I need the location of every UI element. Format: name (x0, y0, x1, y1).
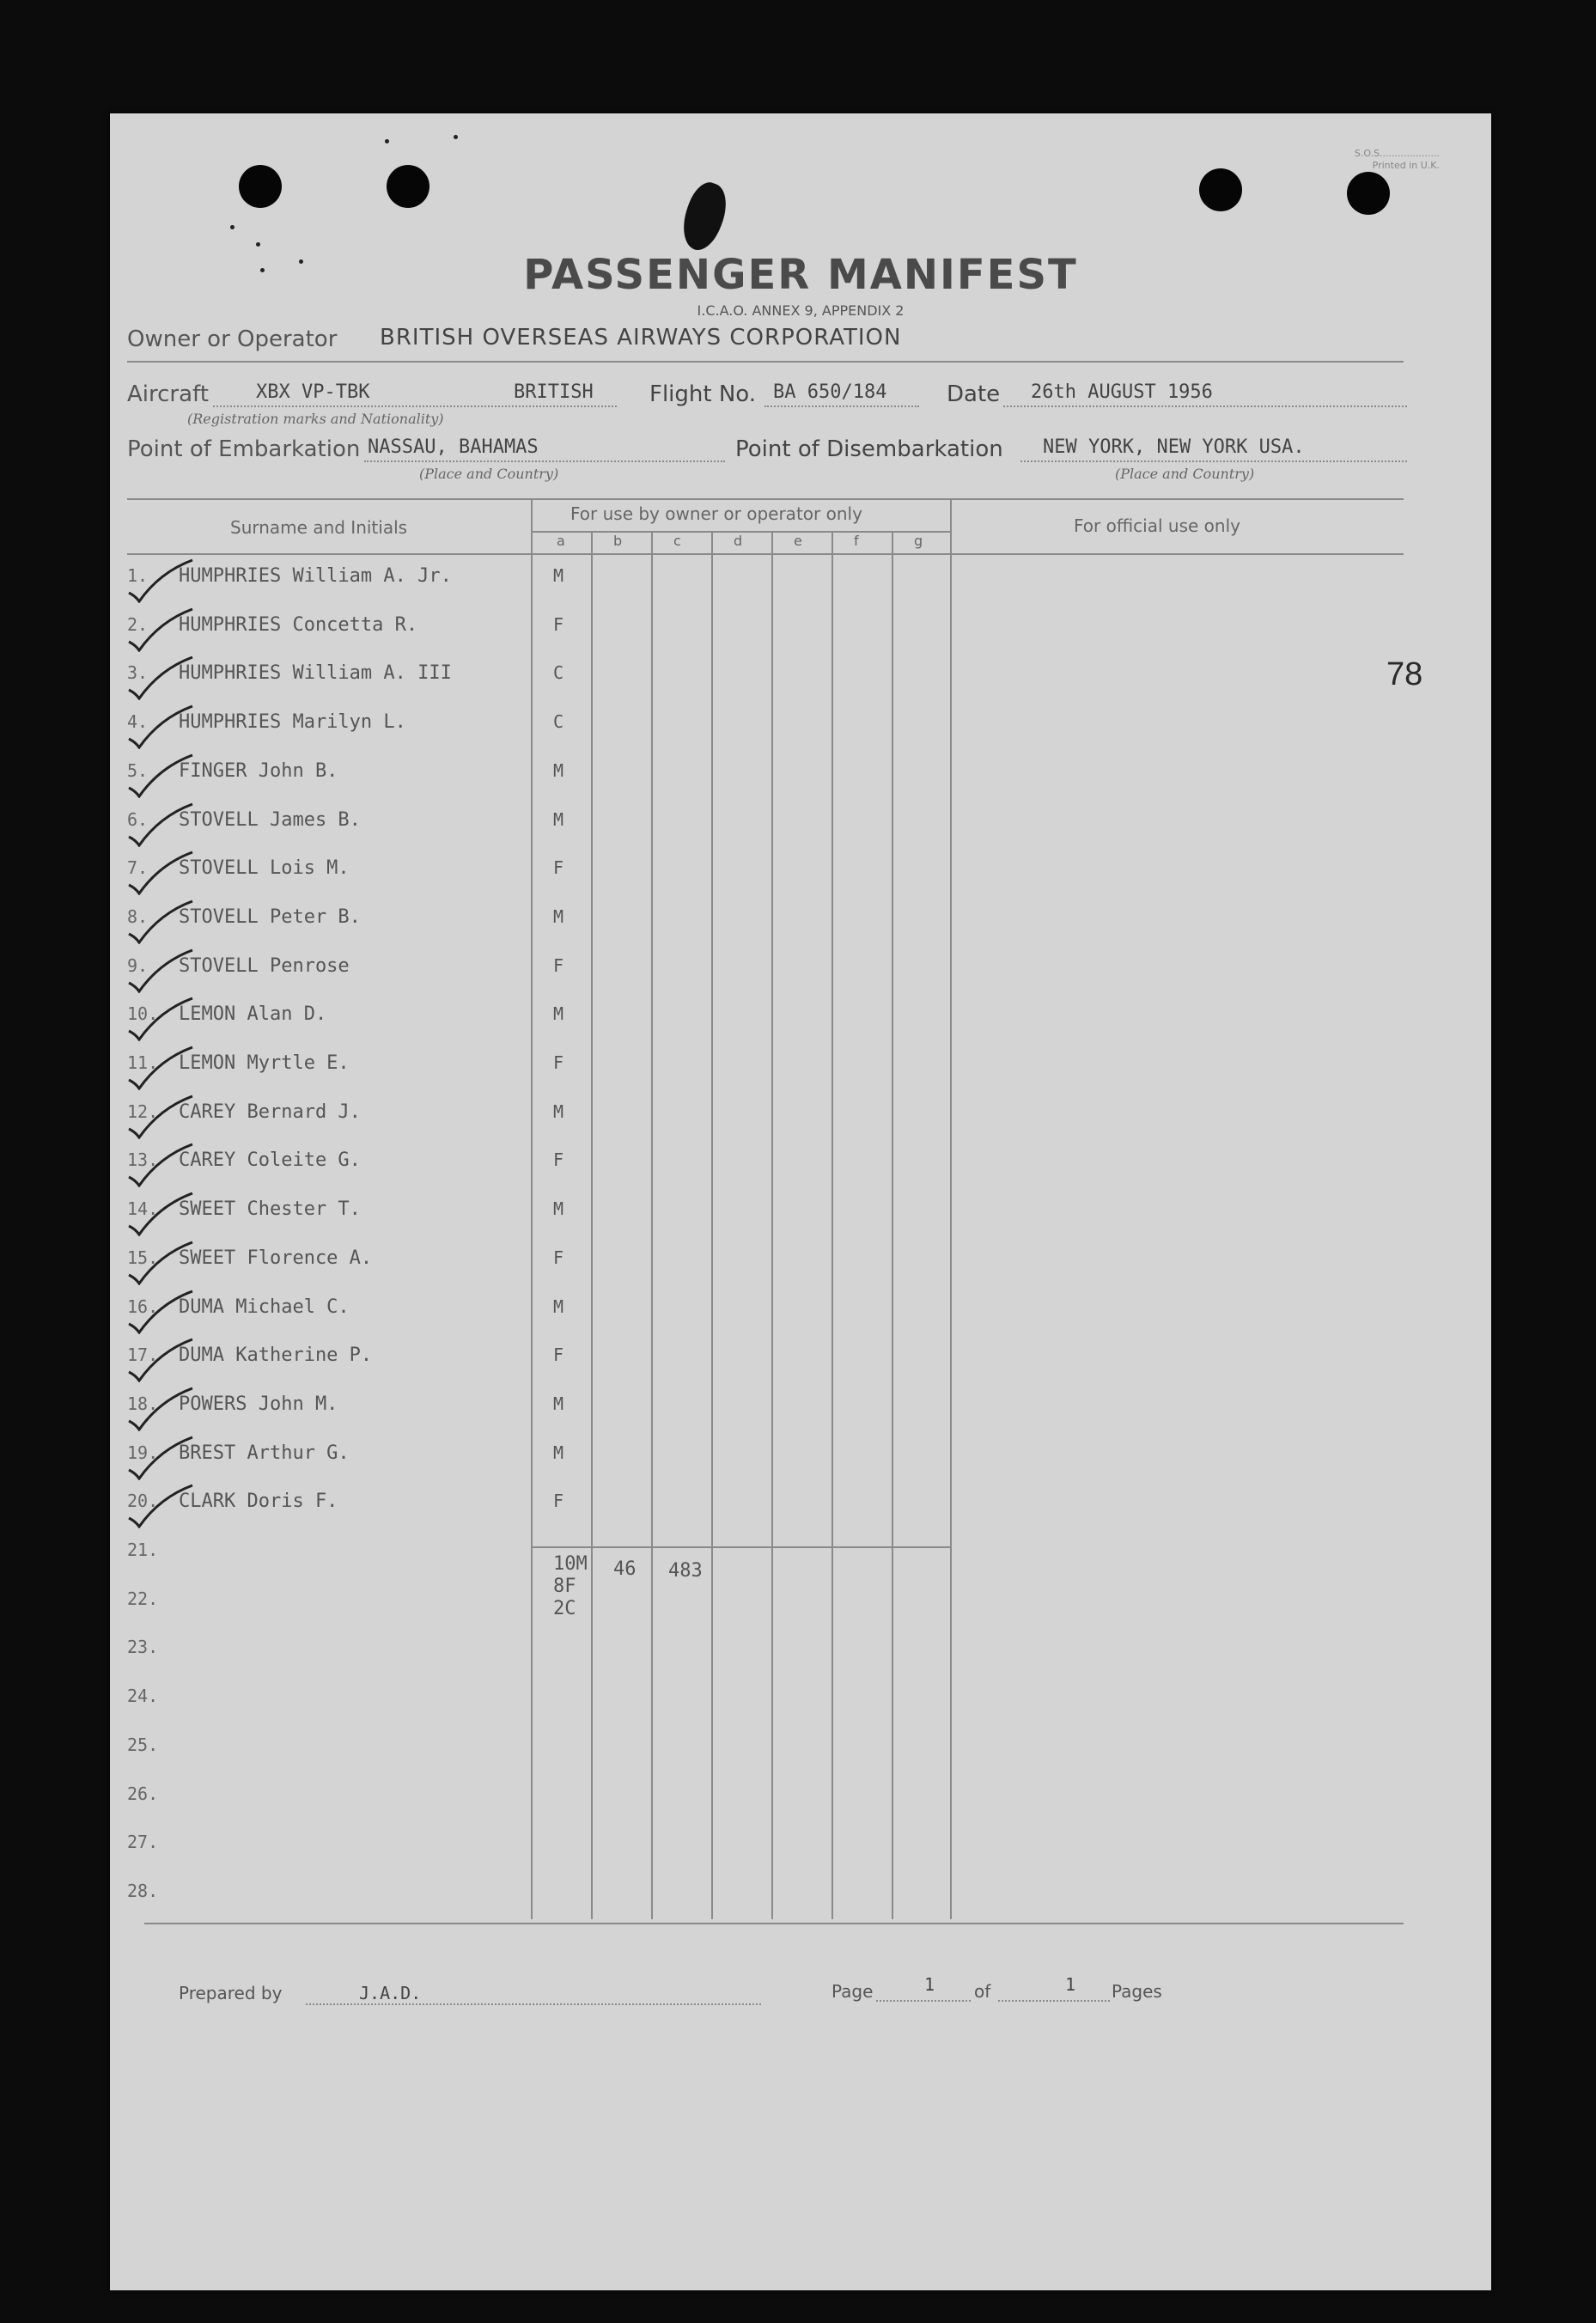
row-number: 25. (127, 1734, 159, 1755)
checkmark-icon (125, 1091, 194, 1139)
row-number: 17. (127, 1344, 159, 1366)
passenger-list (110, 555, 1491, 1921)
passenger-name: LEMON Alan D. (179, 1003, 327, 1026)
total-a-children: 2C (553, 1598, 576, 1619)
total-c: 483 (668, 1560, 703, 1582)
row-number: 6. (127, 808, 149, 830)
speck (454, 135, 458, 139)
table-row (110, 1091, 1491, 1141)
passenger-sex: M (553, 905, 564, 927)
page-label: Page (832, 1981, 874, 2002)
aircraft-underline (213, 405, 617, 407)
speck (230, 225, 235, 229)
checkmark-icon (125, 604, 194, 652)
checkmark-icon (125, 799, 194, 847)
checkmark-icon (125, 1383, 194, 1431)
passenger-name: STOVELL Lois M. (179, 857, 350, 880)
row-number: 27. (127, 1832, 159, 1853)
of-label: of (974, 1981, 991, 2002)
row-number: 14. (127, 1198, 159, 1220)
punch-hole (239, 165, 282, 208)
passenger-sex: F (553, 1052, 564, 1073)
aircraft-note: (Registration marks and Nationality) (187, 411, 444, 427)
manifest-sheet (110, 113, 1491, 2290)
table-row (110, 1480, 1491, 1530)
operator-label: Owner or Operator (127, 326, 338, 352)
row-number: 26. (127, 1783, 159, 1804)
passenger-name: CLARK Doris F. (179, 1491, 338, 1513)
row-number: 9. (127, 954, 149, 976)
checkmark-icon (125, 896, 194, 944)
passenger-name: STOVELL Penrose (179, 954, 350, 977)
row-number: 16. (127, 1296, 159, 1317)
operator-header: For use by owner or operator only (570, 503, 862, 524)
printer-imprint: S.O.S.................... Printed in U.K. (1354, 148, 1440, 171)
passenger-name: CAREY Bernard J. (179, 1101, 361, 1123)
passenger-sex: M (553, 1393, 564, 1414)
table-row (110, 604, 1491, 654)
checkmark-icon (125, 1042, 194, 1090)
col-d-header: d (734, 533, 743, 549)
passenger-sex: M (553, 1442, 564, 1463)
margin-number: 78 (1386, 656, 1423, 692)
passenger-name: DUMA Katherine P. (179, 1344, 373, 1367)
flight-label: Flight No. (649, 381, 757, 407)
checkmark-icon (125, 847, 194, 895)
row-number: 11. (127, 1052, 159, 1073)
embarkation-value: NASSAU, BAHAMAS (368, 436, 539, 458)
passenger-sex: F (553, 613, 564, 635)
row-number: 4. (127, 711, 149, 733)
passenger-sex: M (553, 1003, 564, 1025)
prepared-underline (306, 2003, 761, 2005)
passenger-name: HUMPHRIES William A. III (179, 662, 452, 685)
table-row (110, 1237, 1491, 1287)
col-b-header: b (613, 533, 623, 549)
table-bottom-rule (144, 1923, 1404, 1924)
speck (385, 139, 389, 143)
aircraft-label: Aircraft (127, 381, 209, 407)
row-number: 23. (127, 1637, 159, 1658)
passenger-name: HUMPHRIES Concetta R. (179, 613, 418, 636)
table-row (110, 555, 1491, 605)
table-row (110, 701, 1491, 751)
passenger-sex: M (553, 1198, 564, 1220)
row-number: 5. (127, 759, 149, 781)
row-number: 12. (127, 1101, 159, 1122)
table-row (110, 1821, 1491, 1871)
passenger-sex: M (553, 808, 564, 830)
row-number: 20. (127, 1491, 159, 1512)
total-a-male: 10M (553, 1553, 588, 1575)
punch-hole (387, 165, 429, 208)
aircraft-registration: XBX VP-TBK (256, 381, 370, 403)
table-row (110, 1432, 1491, 1482)
table-row (110, 750, 1491, 800)
row-number: 3. (127, 662, 149, 684)
passenger-name: SWEET Florence A. (179, 1247, 373, 1269)
punch-hole (1199, 168, 1242, 211)
pages-label: Pages (1112, 1981, 1162, 2002)
checkmark-icon (125, 1188, 194, 1236)
table-row (110, 799, 1491, 849)
passenger-sex: M (553, 565, 564, 586)
operator-value: BRITISH OVERSEAS AIRWAYS CORPORATION (380, 325, 902, 351)
row-number: 8. (127, 905, 149, 927)
row-number: 7. (127, 857, 149, 879)
disembarkation-underline (1020, 460, 1407, 462)
row-number: 18. (127, 1393, 159, 1414)
table-row (110, 1724, 1491, 1774)
passenger-name: DUMA Michael C. (179, 1296, 350, 1318)
page-underline (876, 2000, 971, 2002)
table-row (110, 1773, 1491, 1823)
checkmark-icon (125, 701, 194, 749)
table-row (110, 847, 1491, 897)
embarkation-label: Point of Embarkation (127, 436, 361, 462)
row-number: 10. (127, 1003, 159, 1025)
date-value: 26th AUGUST 1956 (1031, 381, 1213, 403)
checkmark-icon (125, 1286, 194, 1334)
row-number: 22. (127, 1588, 159, 1609)
speck (256, 242, 260, 247)
checkmark-icon (125, 1334, 194, 1382)
passenger-name: HUMPHRIES Marilyn L. (179, 711, 406, 734)
passenger-name: LEMON Myrtle E. (179, 1052, 350, 1074)
rule (127, 361, 1404, 363)
passenger-sex: C (553, 662, 564, 684)
checkmark-icon (125, 993, 194, 1041)
table-row (110, 896, 1491, 946)
passenger-name: BREST Arthur G. (179, 1442, 350, 1464)
checkmark-icon (125, 1432, 194, 1480)
col-c-header: c (673, 533, 681, 549)
col-g-header: g (914, 533, 923, 549)
table-row (110, 1286, 1491, 1336)
date-label: Date (947, 381, 1001, 407)
official-header: For official use only (1074, 515, 1240, 536)
pages-value: 1 (1065, 1974, 1076, 1995)
surname-header: Surname and Initials (230, 517, 408, 538)
page-value: 1 (924, 1974, 935, 1995)
checkmark-icon (125, 750, 194, 798)
table-row (110, 1042, 1491, 1092)
embarkation-note: (Place and Country) (419, 466, 559, 482)
passenger-name: POWERS John M. (179, 1393, 338, 1415)
passenger-sex: F (553, 1491, 564, 1512)
table-row (110, 1334, 1491, 1384)
row-number: 21. (127, 1540, 159, 1560)
table-row (110, 945, 1491, 995)
passenger-sex: M (553, 1101, 564, 1122)
flight-value: BA 650/184 (773, 381, 887, 403)
page-subtitle: I.C.A.O. ANNEX 9, APPENDIX 2 (697, 302, 905, 319)
passenger-sex: F (553, 857, 564, 879)
passenger-name: FINGER John B. (179, 759, 338, 782)
page-title: PASSENGER MANIFEST (523, 251, 1078, 299)
embarkation-underline (364, 460, 725, 462)
checkmark-icon (125, 1237, 194, 1285)
checkmark-icon (125, 555, 194, 603)
aircraft-nationality: BRITISH (514, 381, 594, 403)
ink-smudge (675, 178, 734, 255)
passenger-name: SWEET Chester T. (179, 1198, 361, 1221)
prepared-by-value: J.A.D. (359, 1983, 422, 2003)
table-top-rule (127, 498, 1404, 500)
total-b: 46 (613, 1558, 637, 1580)
passenger-sex: F (553, 1344, 564, 1366)
passenger-name: HUMPHRIES William A. Jr. (179, 565, 452, 587)
row-number: 2. (127, 613, 149, 635)
passenger-sex: F (553, 954, 564, 976)
flight-underline (764, 405, 919, 407)
row-number: 15. (127, 1247, 159, 1268)
passenger-sex: F (553, 1149, 564, 1171)
table-row (110, 1675, 1491, 1725)
disembarkation-label: Point of Disembarkation (735, 436, 1003, 462)
row-number: 24. (127, 1686, 159, 1707)
checkmark-icon (125, 1480, 194, 1528)
punch-hole (1347, 172, 1390, 215)
passenger-name: STOVELL Peter B. (179, 905, 361, 928)
passenger-sex: C (553, 711, 564, 733)
checkmark-icon (125, 945, 194, 993)
table-row (110, 1139, 1491, 1189)
checkmark-icon (125, 652, 194, 700)
passenger-name: STOVELL James B. (179, 808, 361, 831)
table-row (110, 652, 1491, 702)
col-e-header: e (794, 533, 802, 549)
table-row (110, 1188, 1491, 1238)
col-a-header: a (557, 533, 565, 549)
pages-underline (998, 2000, 1110, 2002)
passenger-name: CAREY Coleite G. (179, 1149, 361, 1172)
total-a-female: 8F (553, 1576, 576, 1597)
checkmark-icon (125, 1139, 194, 1187)
disembarkation-value: NEW YORK, NEW YORK USA. (1043, 436, 1305, 458)
row-number: 28. (127, 1880, 159, 1901)
table-row (110, 1383, 1491, 1433)
table-row (110, 1578, 1491, 1628)
row-number: 13. (127, 1149, 159, 1171)
row-number: 1. (127, 565, 149, 586)
col-f-header: f (854, 533, 859, 549)
table-row (110, 1870, 1491, 1920)
table-row (110, 993, 1491, 1043)
row-number: 19. (127, 1442, 159, 1463)
date-underline (1003, 405, 1407, 407)
table-row (110, 1529, 1491, 1579)
prepared-by-label: Prepared by (179, 1983, 283, 2003)
passenger-sex: M (553, 1296, 564, 1317)
passenger-sex: M (553, 759, 564, 781)
passenger-sex: F (553, 1247, 564, 1268)
table-row (110, 1626, 1491, 1676)
disembarkation-note: (Place and Country) (1115, 466, 1255, 482)
